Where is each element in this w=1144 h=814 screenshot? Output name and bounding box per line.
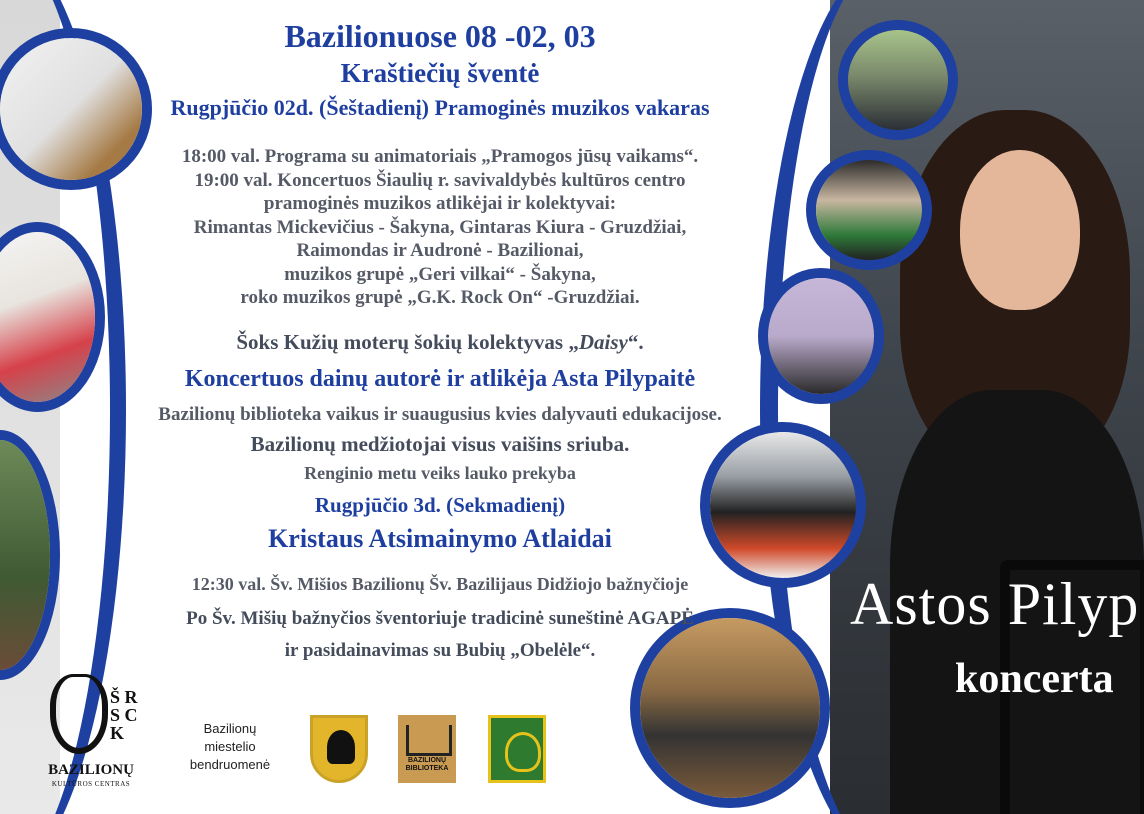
day2-title: Kristaus Atsimainymo Atlaidai <box>268 524 612 553</box>
mass-line: 12:30 val. Šv. Mišios Bazilionų Šv. Bazilijaus Didžiojo bažnyčioje <box>191 574 689 594</box>
ck-sub: KULTŪROS CENTRAS <box>51 780 131 788</box>
song-line: ir pasidainavimas su Bubių „Obelėle“. <box>284 640 596 661</box>
dance-suffix: “. <box>627 330 644 354</box>
lyre-icon <box>50 674 108 754</box>
day1-heading: Rugpjūčio 02d. (Šeštadienį) Pramoginės muzikos vakaras <box>170 95 710 120</box>
keyboard-player-photo <box>838 20 958 140</box>
concert-subtitle: koncerta <box>955 656 1114 702</box>
singer-photo <box>806 150 932 270</box>
community-logo-text <box>175 720 285 774</box>
program-line: roko muzikos grupė „G.K. Rock On“ -Gruzdžiai. <box>240 287 640 308</box>
library-line: Bazilionų biblioteka vaikus ir suaugusius kvies dalyvauti edukacijose. <box>158 404 722 425</box>
book-icon <box>406 725 452 756</box>
library-logo <box>398 715 456 783</box>
ck-name: BAZILIONŲ <box>48 762 134 778</box>
portrait-face <box>960 150 1080 310</box>
dance-group-name: Daisy <box>578 330 628 354</box>
hunters-crest-icon <box>488 715 546 783</box>
headliner-line: Koncertuos dainų autorė ir atlikėja Asta Pilypaitė <box>184 366 696 392</box>
page-title: Bazilionuose 08 -02, 03 <box>284 18 596 54</box>
deer-icon <box>505 732 541 772</box>
trade-line: Renginio metu veiks lauko prekyba <box>304 463 576 483</box>
culture-center-logo <box>36 670 146 790</box>
library-logo-label: BAZILIONŲ BIBLIOTEKA <box>405 757 449 772</box>
day2-date: Rugpjūčio 3d. (Sekmadienį) <box>314 493 566 517</box>
concert-title: Astos Pilyp <box>850 571 1140 637</box>
program-line: Raimondas ir Audronė - Bazilionai, <box>296 240 584 261</box>
dance-prefix: Šoks Kužių moterų šokių kolektyvas „ <box>236 330 579 354</box>
community-line: bendruomenė <box>189 757 271 772</box>
grouse-crest-icon <box>310 715 368 783</box>
program-list <box>60 145 820 310</box>
program-line: 18:00 val. Programa su animatoriais „Pramogos jūsų vaikams“. <box>181 146 699 167</box>
program-line: pramoginės muzikos atlikėjai ir kolektyvai: <box>263 193 617 214</box>
folk-band-photo <box>630 608 830 808</box>
community-line: Bazilionų <box>203 721 257 736</box>
festival-name: Kraštiečių šventė <box>340 58 540 88</box>
program-line: Rimantas Mickevičius - Šakyna, Gintaras Kiura - Gruzdžiai, <box>193 216 687 238</box>
dance-group-line <box>60 330 820 355</box>
grouse-icon <box>327 730 355 764</box>
agape-line: Po Šv. Mišių bažnyčios šventoriuje tradicinė suneštinė AGAPĖ <box>186 608 694 629</box>
hunters-line: Bazilionų medžiotojai visus vaišins sriuba. <box>250 432 630 456</box>
program-line: 19:00 val. Koncertuos Šiaulių r. savivaldybės kultūros centro <box>194 169 686 191</box>
ck-letters: Š R S C K <box>110 687 138 743</box>
community-line: miestelio <box>204 739 256 754</box>
program-line: muzikos grupė „Geri vilkai“ - Šakyna, <box>284 263 596 285</box>
